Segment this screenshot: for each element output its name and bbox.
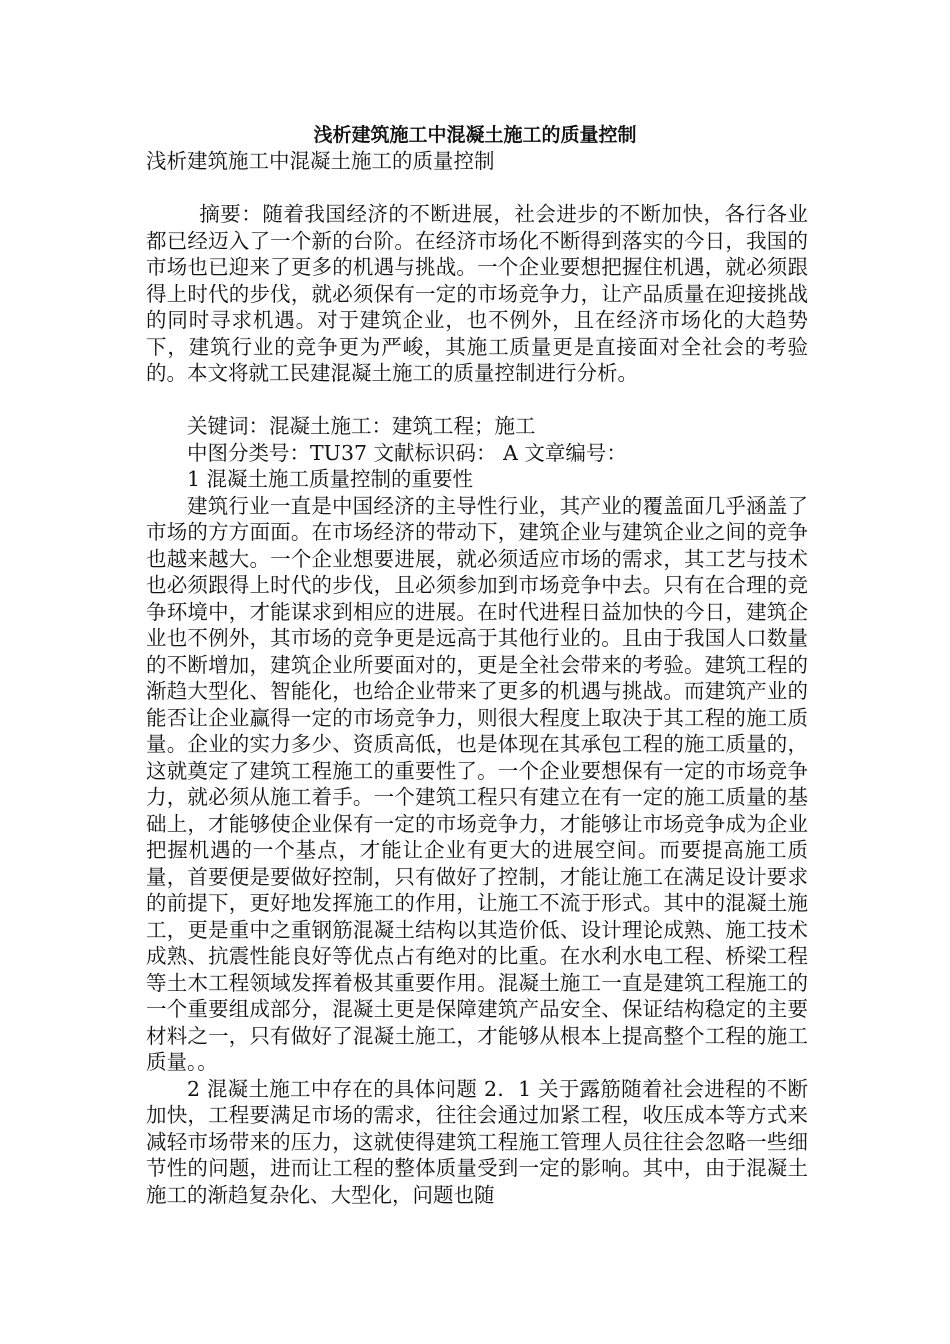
blank-line	[146, 387, 808, 414]
section-1-heading: 1 混凝土施工质量控制的重要性	[187, 467, 474, 491]
section-1-paragraph: 建筑行业一直是中国经济的主导性行业，其产业的覆盖面几乎涵盖了市场的方方面面。在市场经济的带动下，建筑企业与建筑企业之间的竞争也越来越大。一个企业想要进展，就必须适应市场的需求，其工艺与技术也必须跟得上时代的步伐，且必须参加到市场竞争中去。只有在合理的竞争环境中，才能谋求到相应的进展。在时代进程日益加快的今日，建筑企业也不例外，其市场的竞争更是远高于其他行业的。且由于我国人口数量的不断增加，建筑企业所要面对的，更是全社会带来的考验。建筑工程的渐趋大型化、智能化，也给企业带来了更多的机遇与挑战。而建筑产业的能否让企业赢得一定的市场竞争力，则很大程度上取决于其工程的施工质量。企业的实力多少、资质高低，也是体现在其承包工程的施工质量的，这就奠定了建筑工程施工的重要性了。一个企业要想保有一定的市场竞争力，就必须从施工着手。一个建筑工程只有建立在有一定的施工质量的基础上，才能够使企业保有一定的市场竞争力，才能够让市场竞争成为企业把握机遇的一个基点，才能让企业有更大的进展空间。而要提高施工质量，首要便是要做好控制，只有做好了控制，才能让施工在满足设计要求的前提下，更好地发挥施工的作用，让施工不流于形式。其中的混凝土施工，更是重中之重钢筋混凝土结构以其造价低、设计理论成熟、施工技术成熟、抗震性能良好等优点占有绝对的比重。在水利水电工程、桥梁工程等土木工程领域发挥着极其重要作用。混凝土施工一直是建筑工程施工的一个重要组成部分，混凝土更是保障建筑产品安全、保证结构稳定的主要材料之一，只有做好了混凝土施工，才能够从根本上提高整个工程的施工质量。。	[146, 493, 808, 1074]
abstract-paragraph: 摘要：随着我国经济的不断进展，社会进步的不断加快，各行各业都已经迈入了一个新的台阶。在经济市场化不断得到落实的今日，我国的市场也已迎来了更多的机遇与挑战。一个企业要想把握住机遇，就必须跟得上时代的步伐，就必须保有一定的市场竞争力，让产品质量在迎接挑战的同时寻求机遇。对于建筑企业，也不例外，且在经济市场化的大趋势下，建筑行业的竞争更为严峻，其施工质量更是直接面对全社会的考验的。本文将就工民建混凝土施工的质量控制进行分析。	[146, 202, 808, 385]
blank-line	[146, 175, 808, 202]
section-2-paragraph: 2 混凝土施工中存在的具体问题 2．1 关于露筋随着社会进程的不断加快，工程要满足市场的需求，往往会通过加紧工程，收压成本等方式来减轻市场带来的压力，这就使得建筑工程施工管理人员往往会忽略一些细节性的问题，进而让工程的整体质量受到一定的影响。其中，由于混凝土施工的渐趋复杂化、大型化，问题也随	[146, 1076, 808, 1207]
document-title: 浅析建筑施工中混凝土施工的质量控制	[313, 124, 637, 146]
keywords-line: 关键词：混凝土施工：建筑工程；施工	[187, 414, 536, 438]
classification-line: 中图分类号：TU37 文献标识码： A 文章编号：	[187, 440, 627, 465]
document-subtitle: 浅析建筑施工中混凝土施工的质量控制	[146, 149, 495, 173]
document-body	[146, 148, 808, 1208]
